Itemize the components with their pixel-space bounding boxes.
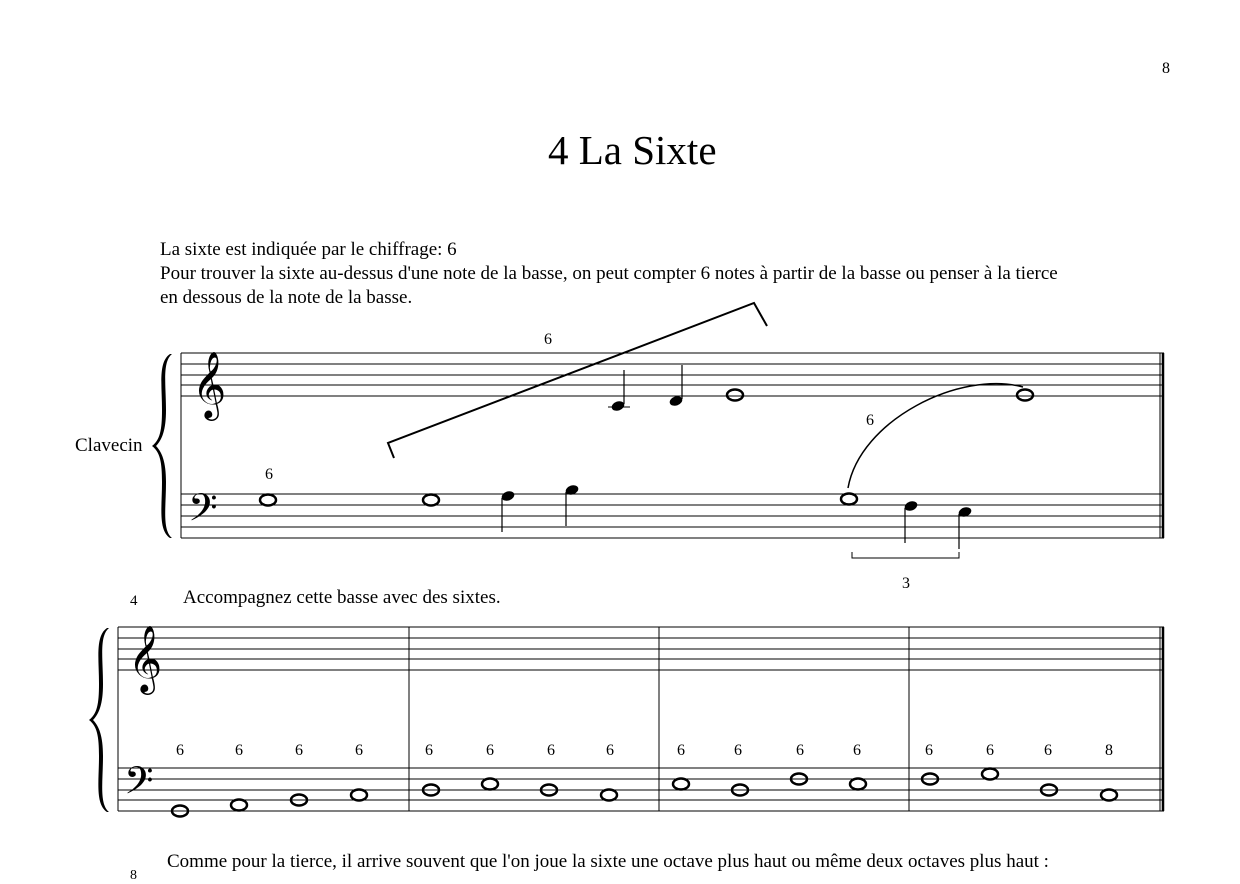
quarter-note [903, 500, 918, 513]
whole-note [982, 769, 998, 780]
figured-bass: 6 [734, 742, 742, 759]
page-number: 8 [1162, 60, 1170, 77]
figured-bass: 6 [176, 742, 184, 759]
figured-bass: 8 [1105, 742, 1113, 759]
whole-note [850, 779, 866, 790]
figured-bass: 6 [547, 742, 555, 759]
whole-note [673, 779, 689, 790]
whole-note [260, 495, 276, 506]
figured-bass: 6 [544, 331, 552, 348]
figured-bass: 6 [925, 742, 933, 759]
page-title: 4 La Sixte [548, 127, 717, 173]
brace-icon [152, 354, 172, 538]
whole-note [482, 779, 498, 790]
instrument-label: Clavecin [75, 435, 143, 456]
figured-bass: 6 [606, 742, 614, 759]
bass-clef-icon: 𝄢 [124, 758, 154, 812]
whole-note [727, 390, 743, 401]
bass-clef-icon: 𝄢 [188, 485, 218, 539]
whole-note [841, 494, 857, 505]
figured-bass: 6 [986, 742, 994, 759]
whole-note [601, 790, 617, 801]
figured-bass: 6 [486, 742, 494, 759]
exercise-figures [176, 742, 1113, 759]
intro-line-2: Pour trouver la sixte au-dessus d'une note de la basse, on peut compter 6 notes à partir de la basse ou penser à la tierce [160, 263, 1058, 284]
whole-note [1017, 390, 1033, 401]
figured-bass: 6 [853, 742, 861, 759]
bass-line-notes [172, 769, 1117, 817]
figured-bass: 6 [355, 742, 363, 759]
measure-number: 4 [130, 593, 138, 609]
figured-bass: 6 [295, 742, 303, 759]
bass-staff-2 [118, 768, 1164, 811]
cross-staff-bracket [388, 303, 767, 458]
treble-staff-1 [181, 353, 1164, 396]
brace-icon [89, 628, 109, 812]
figured-bass: 6 [866, 412, 874, 429]
figured-bass: 6 [235, 742, 243, 759]
intro-line-3: en dessous de la note de la basse. [160, 287, 413, 308]
whole-note [351, 790, 367, 801]
figured-bass: 6 [796, 742, 804, 759]
bass-staff-1 [181, 494, 1164, 538]
whole-note [1101, 790, 1117, 801]
treble-staff-2 [118, 627, 1164, 670]
treble-clef-icon: 𝄞 [192, 350, 227, 418]
figured-bass: 6 [1044, 742, 1052, 759]
whole-note [231, 800, 247, 811]
tuplet-bracket [852, 552, 959, 558]
quarter-note [500, 490, 515, 503]
slur [848, 384, 1023, 488]
treble-clef-icon: 𝄞 [128, 624, 163, 692]
figured-bass: 6 [677, 742, 685, 759]
system-1 [152, 303, 1164, 558]
quarter-note [564, 484, 579, 497]
figured-bass: 6 [425, 742, 433, 759]
figured-bass: 6 [265, 466, 273, 483]
whole-note [423, 495, 439, 506]
exercise-instruction: Accompagnez cette basse avec des sixtes. [183, 587, 501, 608]
quarter-note [957, 506, 972, 519]
footer-text: Comme pour la tierce, il arrive souvent que l'on joue la sixte une octave plus haut ou même deux octaves plus haut : [167, 851, 1049, 872]
system-2 [89, 624, 1164, 817]
tuplet-number: 3 [902, 575, 910, 592]
quarter-note [610, 400, 625, 413]
footer-measure-number: 8 [130, 868, 137, 883]
intro-line-1: La sixte est indiquée par le chiffrage: 6 [160, 239, 457, 260]
